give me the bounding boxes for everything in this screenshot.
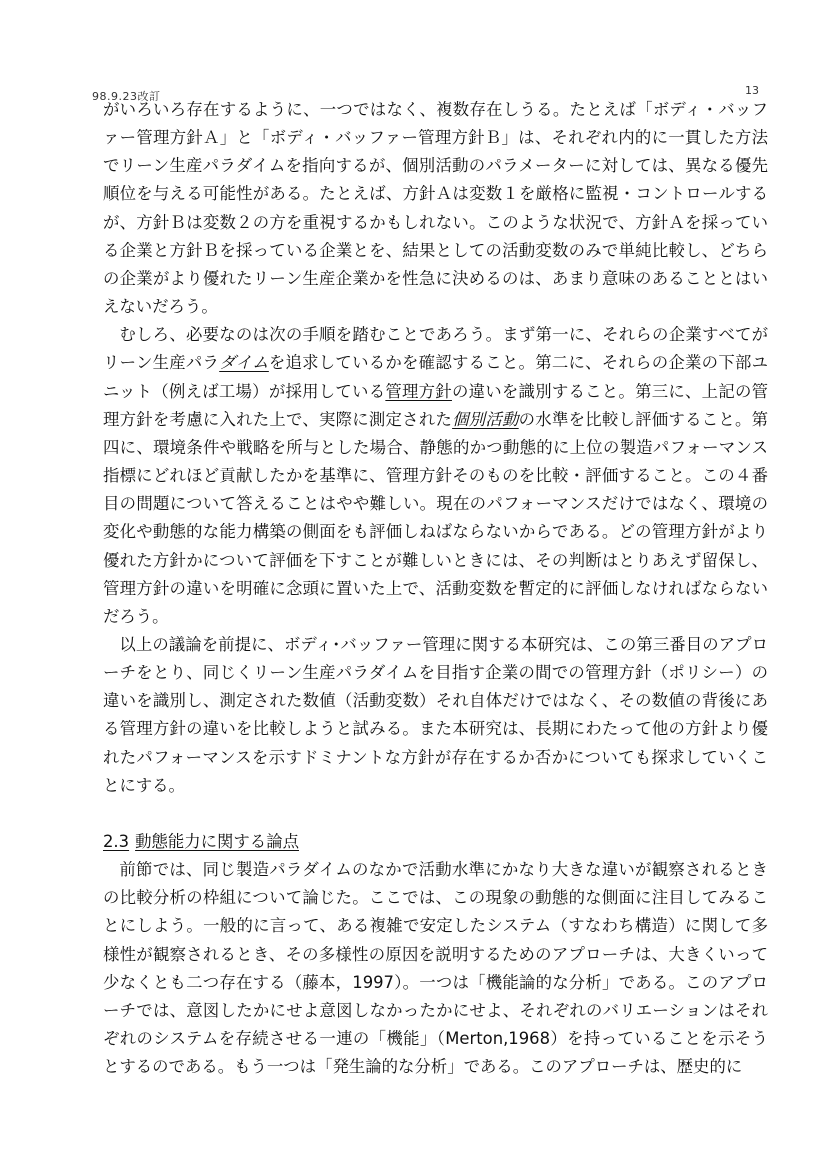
section-number: 2.3 — [103, 831, 130, 851]
emphasis-dynamic: ダイム — [219, 353, 269, 373]
page-number: 13 — [745, 84, 759, 97]
section-title: 動態能力に関する論点 — [135, 831, 299, 851]
paragraph-2-text-c: を追求しているかを確認すること。第二に、それらの企業の下部ユニット（例えば工場）が採用している — [103, 353, 769, 401]
paragraph-2-text-e: の違いを識別すること。第三に、上記の管理方針を考慮に入れた上で、実際に測定された — [103, 381, 769, 429]
paragraph-2-text-g: の水準を比較し評価すること。第四に、環境条件や戦略を所与とした場合、静態的かつ動態的に上位の製造パフォーマンス指標にどれほど貢献したかを基準に、管理方針そのものを比較・評価すること。この４番目の問題について答えることはやや難しい。現在のパフォーマンスだけではなく、環境の変化や動態的な能力構築の側面をも評価しねばならないからである。どの管理方針がより優れた方針かについて評価を下すことが難しいときには、その判断はとりあえず留保し、管理方針の違いを明確に念頭に置いた上で、活動変数を暫定的に評価しなければならないだろう。 — [103, 409, 769, 626]
paragraph-3: 以上の議論を前提に、ボディ･バッファー管理に関する本研究は、この第三番目のアプローチをとり、同じくリーン生産パラダイムを目指す企業の間での管理方針（ポリシー）の違いを識別し、測定された数値（活動変数）それ自体だけではなく、その数値の背後にある管理方針の違いを比較しようと試みる。また本研究は、長期にわたって他の方針より優れたパフォーマンスを示すドミナントな方針が存在するか否かについても探求していくことにする。 — [103, 634, 768, 795]
paragraph-4: 前節では、同じ製造パラダイムのなかで活動水準にかなり大きな違いが観察されるときの比較分析の枠組について論じた。ここでは、この現象の動態的な側面に注目してみることにしよう。一般的に言って、ある複雑で安定したシステム（すなわち構造）に関して多様性が観察されるとき、その多様性の原因を説明するためのアプローチは、大きくいって少なくとも二つ存在する（藤本，1997）。一つは「機能論的な分析」である。このアプローチでは、意図したかにせよ意図しなかったかにせよ、それぞれのバリエーションはそれぞれのシステムを存続させる一連の「機能」（Merton,1968）を持っていることを示そうとするのである。もう一つは「発生論的な分析」である。このアプローチは、歴史的に — [103, 860, 768, 1077]
section-heading — [103, 828, 768, 856]
revision-date: 98.9.23改訂 — [92, 90, 161, 103]
paragraph-1: がいろいろ存在するように、一つではなく、複数存在しうる。たとえば「ボディ・バッファー管理方針Ａ」と「ボディ・バッファー管理方針Ｂ」は、それぞれ内的に一貫した方法でリーン生産パラダイムを指向するが、個別活動のパラメーターに対しては、異なる優先順位を与える可能性がある。たとえば、方針Ａは変数１を厳格に監視・コントロールするが、方針Ｂは変数２の方を重視するかもしれない。このような状況で、方針Ａを採っている企業と方針Ｂを採っている企業とを、結果としての活動変数のみで単純比較し、どちらの企業がより優れたリーン生産企業かを性急に決めるのは、あまり意味のあることとはいえないだろう。 — [103, 100, 768, 317]
body-text — [103, 96, 768, 1081]
emphasis-management-policy: 管理方針 — [385, 381, 452, 401]
paragraph-2 — [103, 321, 768, 631]
paragraph-2-text-a: むしろ、必要なのは次の手順を踏むことであろう。まず第一に、それらの企業すべてがリーン生産パラ — [103, 325, 768, 373]
emphasis-individual-activity: 個別活動 — [452, 409, 519, 429]
section-spacer — [103, 800, 768, 828]
